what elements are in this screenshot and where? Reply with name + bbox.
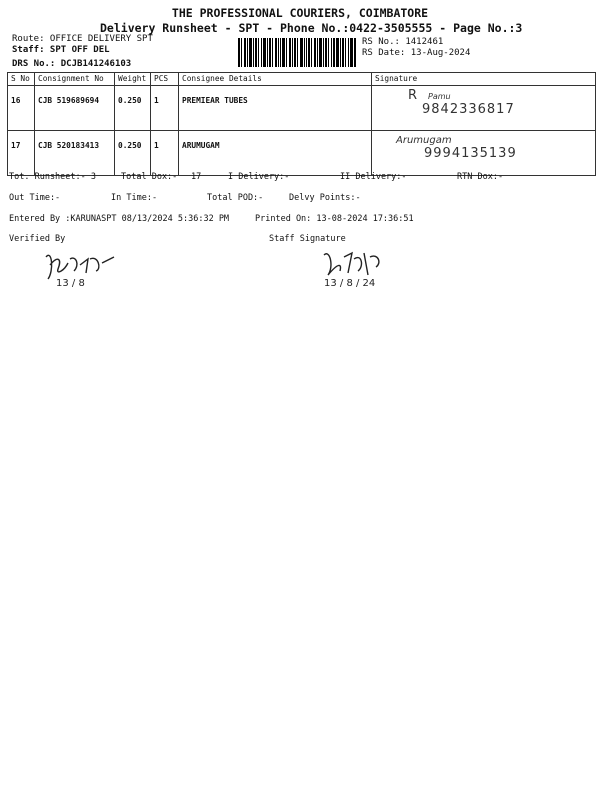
- printed-on: Printed On: 13-08-2024 17:36:51: [255, 214, 414, 224]
- col-sno: S No: [8, 73, 35, 86]
- col-consignment: Consignment No: [35, 73, 115, 86]
- table-row: [8, 131, 596, 176]
- row-signature: [372, 131, 596, 176]
- col-signature: Signature: [372, 73, 596, 86]
- row-consignment: CJB 519689694: [35, 86, 115, 131]
- runsheet-subtitle: Delivery Runsheet - SPT - Phone No.:0422-3505555 - Page No.:3: [100, 21, 523, 35]
- staff-signature-label: Staff Signature: [269, 234, 346, 244]
- route-label: Route: OFFICE DELIVERY SPT: [12, 34, 153, 44]
- total-dox-value: 17: [191, 172, 202, 182]
- signature-phone: 9842336817: [422, 102, 515, 117]
- signature-phone: 9994135139: [424, 146, 517, 161]
- row-consignee: PREMIEAR TUBES: [179, 86, 372, 131]
- rs-date: RS Date: 13-Aug-2024: [362, 48, 471, 58]
- verified-by-label: Verified By: [9, 234, 66, 244]
- runsheet-table: [7, 72, 596, 176]
- i-delivery: I Delivery:-: [228, 172, 290, 182]
- svg-text:13 / 8: 13 / 8: [56, 278, 85, 289]
- col-pcs: PCS: [151, 73, 179, 86]
- staff-signature-scribble: [318, 245, 388, 290]
- row-pcs: 1: [151, 86, 179, 131]
- row-sno: 16: [8, 86, 35, 131]
- signature-name: Arumugam: [396, 135, 452, 146]
- verified-signature-scribble: [40, 245, 120, 290]
- entered-by: Entered By :KARUNASPT 08/13/2024 5:36:32 PM: [9, 214, 230, 224]
- total-pod: Total POD:-: [207, 193, 264, 203]
- col-consignee: Consignee Details: [179, 73, 372, 86]
- row-weight: 0.250: [115, 131, 151, 176]
- row-consignee: ARUMUGAM: [179, 131, 372, 176]
- in-time: In Time:-: [111, 193, 158, 203]
- row-sno: 17: [8, 131, 35, 176]
- signature-mark: R: [408, 88, 418, 103]
- drs-number: DRS No.: DCJB141246103: [12, 59, 132, 69]
- table-header-row: [8, 73, 596, 86]
- signature-name: Pamu: [428, 92, 451, 101]
- svg-text:13 / 8 / 24: 13 / 8 / 24: [324, 278, 376, 289]
- row-signature: [372, 86, 596, 131]
- table-row: [8, 86, 596, 131]
- barcode: [238, 38, 356, 67]
- col-weight: Weight: [115, 73, 151, 86]
- out-time: Out Time:-: [9, 193, 61, 203]
- ii-delivery: II Delivery:-: [340, 172, 407, 182]
- total-dox-label: Total Dox:-: [121, 172, 178, 182]
- row-consignment: CJB 520183413: [35, 131, 115, 176]
- row-weight: 0.250: [115, 86, 151, 131]
- rs-number: RS No.: 1412461: [362, 37, 444, 47]
- rtn-dox: RTN Dox:-: [457, 172, 504, 182]
- document-title: THE PROFESSIONAL COURIERS, COIMBATORE: [171, 6, 429, 20]
- row-pcs: 1: [151, 131, 179, 176]
- tot-runsheet: Tot. Runsheet:- 3: [9, 172, 96, 182]
- staff-label: Staff: SPT OFF DEL: [12, 45, 110, 55]
- delvy-points: Delvy Points:-: [289, 193, 361, 203]
